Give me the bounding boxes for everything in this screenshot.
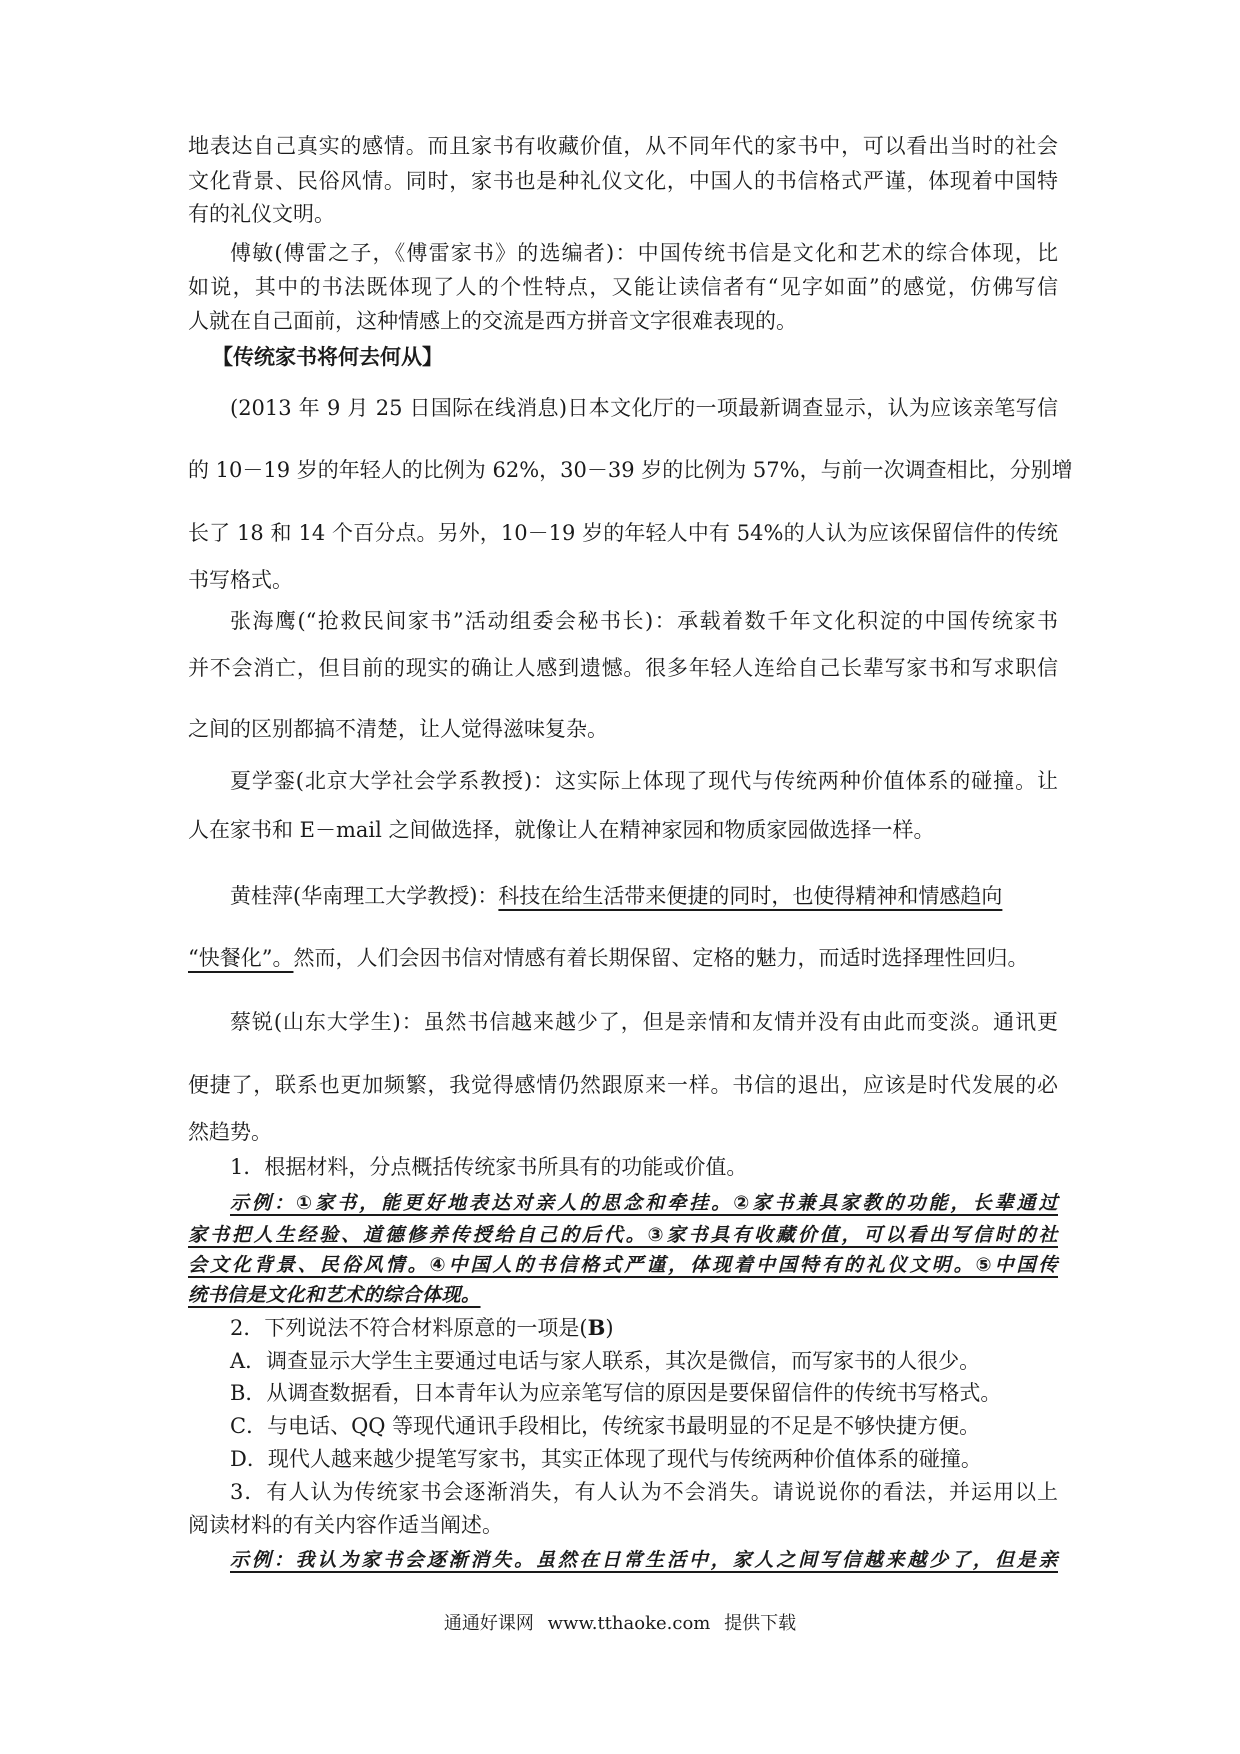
answer-line: 家书把人生经验、道德修养传授给自己的后代。③家书具有收藏价值，可以看出写信时的社	[188, 1224, 1058, 1246]
option-b: B．从调查数据看，日本青年认为应亲笔写信的原因是要保留信件的传统书写格式。	[230, 1381, 1002, 1405]
question-3: 3．有人认为传统家书会逐渐消失，有人认为不会消失。请说说你的看法，并运用以上	[230, 1480, 1058, 1504]
question-text: )	[605, 1316, 614, 1340]
underlined-quote: 科技在给生活带来便捷的同时，也使得精神和情感趋向	[498, 884, 1003, 908]
text-line: 有的礼仪文明。	[188, 202, 335, 226]
text-line	[188, 943, 1058, 973]
answer-line: 统书信是文化和艺术的综合体现。	[188, 1284, 481, 1306]
text-line: 的 10－19 岁的年轻人的比例为 62%，30－39 岁的比例为 57%，与前一次调查相比，分别增	[188, 458, 1073, 482]
text-span: 然而，人们会因书信对情感有着长期保留、定格的魅力，而适时选择理性回归。	[293, 946, 1029, 970]
question-1: 1．根据材料，分点概括传统家书所具有的功能或价值。	[230, 1155, 748, 1179]
option-a: A．调查显示大学生主要通过电话与家人联系，其次是微信，而写家书的人很少。	[230, 1349, 981, 1373]
text-line: 傅敏(傅雷之子，《傅雷家书》的选编者)：中国传统书信是文化和艺术的综合体现，比	[230, 241, 1058, 265]
text-line	[230, 881, 1058, 911]
footer-site-name: 通通好课网	[443, 1613, 534, 1634]
text-line: 并不会消亡，但目前的现实的确让人感到遗憾。很多年轻人连给自己长辈写家书和写求职信	[188, 656, 1058, 680]
text-line: (2013 年 9 月 25 日国际在线消息)日本文化厅的一项最新调查显示，认为应该亲笔写信	[230, 396, 1058, 420]
text-line: 文化背景、民俗风情。同时，家书也是种礼仪文化，中国人的书信格式严谨，体现着中国特	[188, 169, 1058, 193]
text-line: 张海鹰(“抢救民间家书”活动组委会秘书长)：承载着数千年文化积淀的中国传统家书	[230, 609, 1058, 633]
footer-url[interactable]: www.tthaoke.com	[547, 1613, 711, 1634]
option-d: D．现代人越来越少提笔写家书，其实正体现了现代与传统两种价值体系的碰撞。	[230, 1447, 982, 1471]
text-line: 地表达自己真实的感情。而且家书有收藏价值，从不同年代的家书中，可以看出当时的社会	[188, 134, 1058, 158]
footer-note: 提供下载	[724, 1613, 797, 1634]
answer-choice: B	[587, 1315, 606, 1340]
underlined-quote: “快餐化”。	[188, 946, 294, 970]
text-line: 书写格式。	[188, 568, 293, 592]
text-line: 如说，其中的书法既体现了人的个性特点，又能让读信者有“见字如面”的感觉，仿佛写信	[188, 275, 1058, 299]
question-2	[230, 1313, 1100, 1343]
text-line: 蔡锐(山东大学生)：虽然书信越来越少了，但是亲情和友情并没有由此而变淡。通讯更	[230, 1010, 1058, 1034]
text-line: 长了 18 和 14 个百分点。另外，10－19 岁的年轻人中有 54%的人认为应该保留信件的传统	[188, 521, 1058, 545]
answer-line: 会文化背景、民俗风情。④中国人的书信格式严谨，体现着中国特有的礼仪文明。⑤中国传	[188, 1254, 1058, 1276]
section-heading: 【传统家书将何去何从】	[212, 344, 443, 369]
page-footer	[0, 1612, 1240, 1636]
text-line: 便捷了，联系也更加频繁，我觉得感情仍然跟原来一样。书信的退出，应该是时代发展的必	[188, 1073, 1058, 1097]
text-line: 夏学銮(北京大学社会学系教授)：这实际上体现了现代与传统两种价值体系的碰撞。让	[230, 769, 1058, 793]
text-line: 之间的区别都搞不清楚，让人觉得滋味复杂。	[188, 717, 608, 741]
speaker-label: 黄桂萍(华南理工大学教授)：	[230, 884, 499, 908]
answer-line: 示例：①家书，能更好地表达对亲人的思念和牵挂。②家书兼具家教的功能，长辈通过	[230, 1192, 1058, 1214]
question-3-cont: 阅读材料的有关内容作适当阐述。	[188, 1513, 503, 1537]
text-line: 然趋势。	[188, 1120, 272, 1144]
question-text: 2．下列说法不符合材料原意的一项是(	[230, 1316, 588, 1340]
text-line: 人在家书和 E－mail 之间做选择，就像让人在精神家园和物质家园做选择一样。	[188, 818, 935, 842]
text-line: 人就在自己面前，这种情感上的交流是西方拼音文字很难表现的。	[188, 309, 797, 333]
answer-line: 示例：我认为家书会逐渐消失。虽然在日常生活中，家人之间写信越来越少了，但是亲	[230, 1549, 1058, 1571]
option-c: C．与电话、QQ 等现代通讯手段相比，传统家书最明显的不足是不够快捷方便。	[230, 1414, 981, 1438]
